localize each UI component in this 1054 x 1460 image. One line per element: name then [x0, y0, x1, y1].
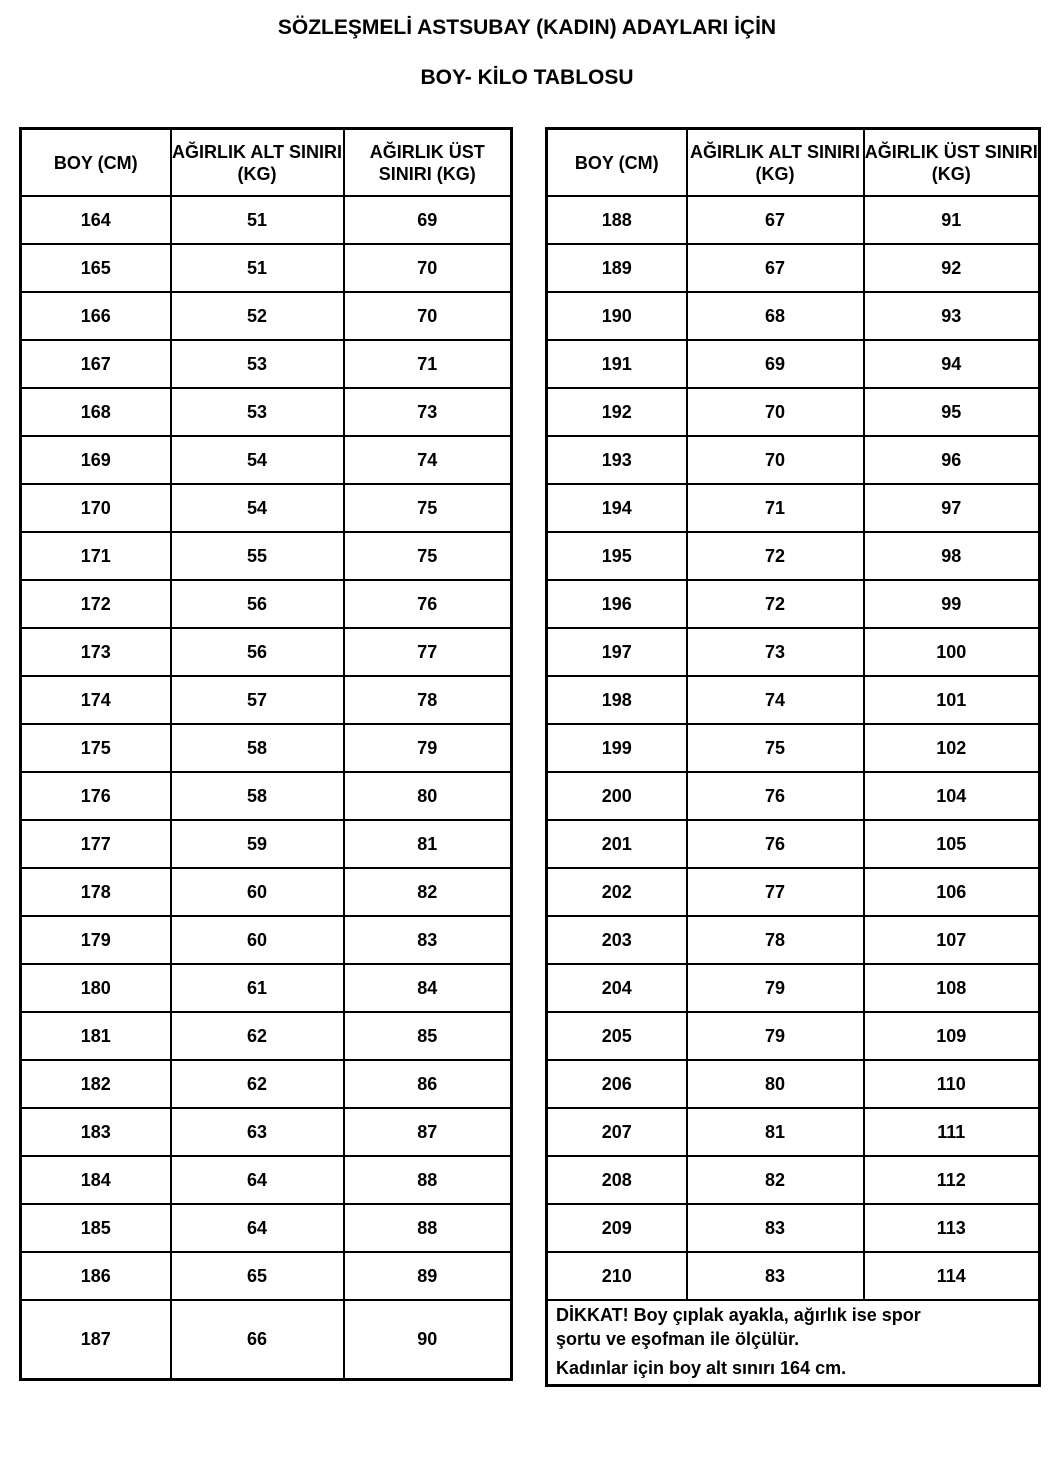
cell-weight-min: 64 — [171, 1204, 344, 1252]
cell-weight-min: 62 — [171, 1060, 344, 1108]
right-table-body — [547, 196, 1040, 1300]
table-row — [21, 1252, 512, 1300]
table-row — [547, 1252, 1040, 1300]
cell-height: 207 — [547, 1108, 687, 1156]
cell-height: 171 — [21, 532, 171, 580]
table-header-row — [547, 129, 1040, 197]
cell-weight-max: 108 — [864, 964, 1040, 1012]
cell-weight-max: 112 — [864, 1156, 1040, 1204]
cell-height: 188 — [547, 196, 687, 244]
cell-height: 201 — [547, 820, 687, 868]
table-row — [547, 388, 1040, 436]
table-row — [547, 1012, 1040, 1060]
cell-weight-min: 67 — [687, 244, 864, 292]
table-row — [547, 868, 1040, 916]
table-row — [547, 676, 1040, 724]
cell-weight-min: 53 — [171, 388, 344, 436]
cell-weight-max: 85 — [344, 1012, 512, 1060]
cell-height: 186 — [21, 1252, 171, 1300]
cell-weight-min: 71 — [687, 484, 864, 532]
cell-height: 209 — [547, 1204, 687, 1252]
cell-weight-max: 96 — [864, 436, 1040, 484]
cell-height: 190 — [547, 292, 687, 340]
header-height: BOY (CM) — [547, 129, 687, 197]
table-row — [21, 964, 512, 1012]
cell-weight-max: 71 — [344, 340, 512, 388]
cell-height: 203 — [547, 916, 687, 964]
cell-height: 165 — [21, 244, 171, 292]
note-line-warning: DİKKAT! Boy çıplak ayakla, ağırlık ise spor — [556, 1305, 921, 1325]
cell-weight-min: 70 — [687, 436, 864, 484]
table-row — [547, 340, 1040, 388]
cell-height: 179 — [21, 916, 171, 964]
cell-weight-max: 101 — [864, 676, 1040, 724]
cell-height: 208 — [547, 1156, 687, 1204]
cell-height: 205 — [547, 1012, 687, 1060]
cell-weight-min: 72 — [687, 580, 864, 628]
cell-weight-min: 76 — [687, 772, 864, 820]
cell-weight-min: 61 — [171, 964, 344, 1012]
cell-weight-min: 55 — [171, 532, 344, 580]
cell-weight-max: 106 — [864, 868, 1040, 916]
cell-weight-max: 97 — [864, 484, 1040, 532]
header-weight-max: AĞIRLIK ÜST SINIRI (KG) — [344, 129, 512, 197]
cell-weight-max: 100 — [864, 628, 1040, 676]
cell-height: 180 — [21, 964, 171, 1012]
cell-weight-min: 65 — [171, 1252, 344, 1300]
cell-weight-max: 88 — [344, 1204, 512, 1252]
cell-weight-min: 83 — [687, 1252, 864, 1300]
cell-weight-min: 76 — [687, 820, 864, 868]
cell-weight-min: 69 — [687, 340, 864, 388]
table-row — [21, 628, 512, 676]
table-row — [21, 436, 512, 484]
note-line-measurement: şortu ve eşofman ile ölçülür. — [556, 1329, 800, 1349]
table-row — [547, 532, 1040, 580]
table-row — [21, 1300, 512, 1379]
cell-weight-max: 76 — [344, 580, 512, 628]
table-row — [547, 628, 1040, 676]
left-table — [19, 127, 513, 1381]
cell-weight-max: 94 — [864, 340, 1040, 388]
cell-height: 196 — [547, 580, 687, 628]
document-title: SÖZLEŞMELİ ASTSUBAY (KADIN) ADAYLARI İÇİN — [277, 16, 777, 39]
cell-weight-min: 82 — [687, 1156, 864, 1204]
table-row — [21, 724, 512, 772]
cell-weight-max: 93 — [864, 292, 1040, 340]
cell-height: 174 — [21, 676, 171, 724]
table-row — [547, 436, 1040, 484]
cell-weight-max: 75 — [344, 484, 512, 532]
cell-height: 191 — [547, 340, 687, 388]
cell-weight-max: 95 — [864, 388, 1040, 436]
table-row — [21, 244, 512, 292]
cell-weight-min: 60 — [171, 868, 344, 916]
table-row — [547, 1204, 1040, 1252]
cell-weight-max: 74 — [344, 436, 512, 484]
cell-weight-min: 74 — [687, 676, 864, 724]
note-row — [547, 1300, 1040, 1386]
header-weight-min: AĞIRLIK ALT SINIRI (KG) — [687, 129, 864, 197]
cell-height: 167 — [21, 340, 171, 388]
note-line-minimum-height: Kadınlar için boy alt sınırı 164 cm. — [556, 1358, 847, 1378]
cell-weight-max: 87 — [344, 1108, 512, 1156]
cell-weight-max: 82 — [344, 868, 512, 916]
cell-weight-max: 102 — [864, 724, 1040, 772]
cell-weight-min: 51 — [171, 244, 344, 292]
cell-height: 210 — [547, 1252, 687, 1300]
table-row — [21, 580, 512, 628]
cell-weight-min: 67 — [687, 196, 864, 244]
cell-weight-min: 56 — [171, 580, 344, 628]
right-table — [545, 127, 1041, 1387]
cell-weight-max: 114 — [864, 1252, 1040, 1300]
cell-weight-max: 99 — [864, 580, 1040, 628]
cell-height: 164 — [21, 196, 171, 244]
cell-weight-max: 91 — [864, 196, 1040, 244]
cell-weight-max: 75 — [344, 532, 512, 580]
cell-weight-max: 90 — [344, 1300, 512, 1379]
table-row — [21, 916, 512, 964]
cell-height: 197 — [547, 628, 687, 676]
cell-weight-min: 64 — [171, 1156, 344, 1204]
cell-weight-max: 109 — [864, 1012, 1040, 1060]
cell-weight-min: 70 — [687, 388, 864, 436]
cell-weight-min: 54 — [171, 436, 344, 484]
table-row — [547, 1060, 1040, 1108]
cell-height: 206 — [547, 1060, 687, 1108]
cell-weight-min: 57 — [171, 676, 344, 724]
cell-height: 169 — [21, 436, 171, 484]
table-row — [547, 724, 1040, 772]
table-row — [21, 868, 512, 916]
table-row — [21, 532, 512, 580]
cell-height: 168 — [21, 388, 171, 436]
cell-height: 194 — [547, 484, 687, 532]
cell-weight-min: 56 — [171, 628, 344, 676]
cell-weight-min: 63 — [171, 1108, 344, 1156]
cell-height: 187 — [21, 1300, 171, 1379]
table-row — [21, 1204, 512, 1252]
note-cell — [547, 1300, 1040, 1386]
cell-weight-max: 89 — [344, 1252, 512, 1300]
table-row — [21, 1060, 512, 1108]
cell-weight-min: 53 — [171, 340, 344, 388]
cell-weight-min: 79 — [687, 964, 864, 1012]
cell-weight-min: 79 — [687, 1012, 864, 1060]
cell-weight-max: 92 — [864, 244, 1040, 292]
cell-weight-min: 59 — [171, 820, 344, 868]
cell-weight-max: 80 — [344, 772, 512, 820]
cell-height: 181 — [21, 1012, 171, 1060]
table-row — [547, 580, 1040, 628]
table-row — [21, 676, 512, 724]
table-row — [547, 244, 1040, 292]
cell-weight-max: 107 — [864, 916, 1040, 964]
cell-weight-min: 80 — [687, 1060, 864, 1108]
cell-weight-min: 66 — [171, 1300, 344, 1379]
cell-height: 198 — [547, 676, 687, 724]
cell-weight-max: 98 — [864, 532, 1040, 580]
cell-height: 183 — [21, 1108, 171, 1156]
cell-height: 176 — [21, 772, 171, 820]
cell-height: 192 — [547, 388, 687, 436]
cell-weight-min: 68 — [687, 292, 864, 340]
cell-height: 184 — [21, 1156, 171, 1204]
cell-weight-max: 81 — [344, 820, 512, 868]
table-row — [21, 820, 512, 868]
cell-height: 178 — [21, 868, 171, 916]
cell-weight-max: 83 — [344, 916, 512, 964]
cell-height: 182 — [21, 1060, 171, 1108]
cell-weight-max: 111 — [864, 1108, 1040, 1156]
cell-weight-min: 81 — [687, 1108, 864, 1156]
table-row — [21, 1108, 512, 1156]
cell-weight-min: 51 — [171, 196, 344, 244]
document-subtitle: BOY- KİLO TABLOSU — [420, 66, 634, 89]
table-row — [547, 292, 1040, 340]
table-row — [547, 772, 1040, 820]
cell-weight-max: 84 — [344, 964, 512, 1012]
left-table-body — [21, 196, 512, 1379]
cell-weight-max: 79 — [344, 724, 512, 772]
cell-weight-max: 78 — [344, 676, 512, 724]
cell-height: 193 — [547, 436, 687, 484]
table-row — [547, 916, 1040, 964]
table-row — [21, 1012, 512, 1060]
cell-weight-min: 78 — [687, 916, 864, 964]
table-row — [547, 196, 1040, 244]
cell-weight-max: 88 — [344, 1156, 512, 1204]
header-weight-max: AĞIRLIK ÜST SINIRI (KG) — [864, 129, 1040, 197]
cell-weight-min: 60 — [171, 916, 344, 964]
table-row — [547, 1108, 1040, 1156]
table-row — [21, 292, 512, 340]
cell-height: 204 — [547, 964, 687, 1012]
header-height: BOY (CM) — [21, 129, 171, 197]
table-row — [21, 196, 512, 244]
cell-weight-min: 73 — [687, 628, 864, 676]
cell-weight-min: 77 — [687, 868, 864, 916]
cell-height: 195 — [547, 532, 687, 580]
cell-height: 170 — [21, 484, 171, 532]
cell-weight-max: 110 — [864, 1060, 1040, 1108]
cell-weight-min: 62 — [171, 1012, 344, 1060]
cell-weight-max: 113 — [864, 1204, 1040, 1252]
cell-height: 172 — [21, 580, 171, 628]
table-row — [547, 964, 1040, 1012]
cell-weight-min: 58 — [171, 772, 344, 820]
cell-weight-min: 83 — [687, 1204, 864, 1252]
cell-height: 173 — [21, 628, 171, 676]
cell-weight-max: 105 — [864, 820, 1040, 868]
table-row — [21, 1156, 512, 1204]
table-row — [547, 484, 1040, 532]
cell-weight-max: 69 — [344, 196, 512, 244]
cell-height: 199 — [547, 724, 687, 772]
cell-weight-max: 70 — [344, 244, 512, 292]
table-row — [547, 820, 1040, 868]
cell-weight-min: 75 — [687, 724, 864, 772]
table-row — [21, 484, 512, 532]
cell-height: 189 — [547, 244, 687, 292]
cell-height: 185 — [21, 1204, 171, 1252]
cell-weight-min: 54 — [171, 484, 344, 532]
cell-height: 166 — [21, 292, 171, 340]
cell-height: 202 — [547, 868, 687, 916]
cell-weight-max: 73 — [344, 388, 512, 436]
cell-weight-max: 70 — [344, 292, 512, 340]
table-row — [21, 772, 512, 820]
table-row — [21, 388, 512, 436]
cell-weight-max: 86 — [344, 1060, 512, 1108]
cell-height: 177 — [21, 820, 171, 868]
table-row — [547, 1156, 1040, 1204]
cell-weight-min: 52 — [171, 292, 344, 340]
cell-weight-min: 72 — [687, 532, 864, 580]
cell-weight-max: 77 — [344, 628, 512, 676]
cell-height: 200 — [547, 772, 687, 820]
cell-weight-min: 58 — [171, 724, 344, 772]
cell-weight-max: 104 — [864, 772, 1040, 820]
cell-height: 175 — [21, 724, 171, 772]
table-header-row — [21, 129, 512, 197]
header-weight-min: AĞIRLIK ALT SINIRI (KG) — [171, 129, 344, 197]
table-row — [21, 340, 512, 388]
